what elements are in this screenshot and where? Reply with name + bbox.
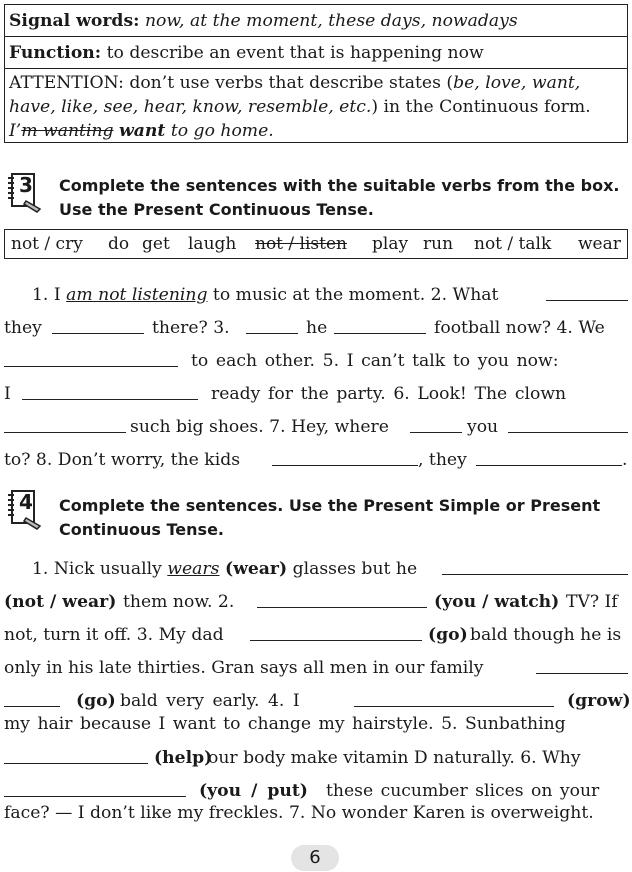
ex4-hint-2: (not / wear) [4, 592, 117, 612]
answer-blank[interactable] [246, 333, 298, 334]
ex4-line-6: my hair because I want to change my hairstyle. 5. Sunbathing [4, 714, 566, 734]
answer-blank[interactable] [536, 673, 628, 674]
ex3-line-6b: , they [418, 450, 467, 470]
ex4-line-4: only in his late thirties. Gran says all men in our family [4, 658, 484, 678]
ex4-line-1 [32, 557, 417, 581]
word-box-item: not / cry [11, 234, 83, 254]
answer-blank[interactable] [410, 432, 462, 433]
ex3-line-1 [32, 283, 498, 307]
word-box-item: laugh [188, 234, 237, 254]
attention-verbs-1: be, love, want, [453, 73, 581, 93]
exercise-4-title-1: Complete the sentences. Use the Present Simple or Present [59, 496, 601, 515]
ex4-hint-8: (you / put) [199, 781, 308, 801]
sample-answer: am not listening [66, 285, 208, 305]
word-box-item-struck: not / listen [255, 234, 347, 254]
answer-blank[interactable] [257, 607, 427, 608]
ex3-line-2b: there? 3. [152, 318, 230, 338]
answer-blank[interactable] [272, 465, 418, 466]
ex3-line-6c: . [622, 450, 628, 470]
page-number: 6 [291, 845, 339, 871]
ex4-hint-2b: (you / watch) [434, 592, 560, 612]
ex3-line-6a: to? 8. Don’t worry, the kids [4, 450, 241, 470]
word-box-item: wear [578, 234, 621, 254]
notebook-pencil-icon [4, 171, 44, 213]
example-post: to go home. [170, 121, 274, 141]
ex3-line-5a: such big shoes. 7. Hey, where [130, 417, 389, 437]
attention-text-1: ATTENTION: don’t use verbs that describe states ( [9, 73, 454, 93]
text: glasses but he [292, 559, 418, 579]
answer-blank[interactable] [334, 333, 426, 334]
ex4-line-5a: bald very early. 4. I [120, 691, 300, 711]
answer-blank[interactable] [546, 300, 628, 301]
ex4-line-3b: bald though he is [470, 625, 622, 645]
attention-row [5, 69, 627, 143]
text: 1. I [32, 285, 61, 305]
example-struck: m wanting [21, 121, 114, 141]
ex3-line-4a: I [4, 384, 11, 404]
signal-label: Signal words: [9, 11, 140, 31]
ex4-line-2b: TV? If [566, 592, 618, 612]
word-box-item: play [372, 234, 409, 254]
function-text: to describe an event that is happening now [106, 43, 484, 63]
ex4-hint-5b: (grow) [567, 691, 631, 711]
ex4-hint-7: (help) [154, 748, 213, 768]
rules-box [4, 4, 628, 143]
ex4-hint-5: (go) [76, 691, 116, 711]
answer-blank[interactable] [4, 706, 60, 707]
ex4-line-9: face? — I don’t like my freckles. 7. No wonder Karen is overweight. [4, 803, 594, 823]
ex4-line-7: our body make vitamin D naturally. 6. Why [208, 748, 581, 768]
example-bold: want [119, 121, 166, 141]
ex4-line-2a: them now. 2. [123, 592, 235, 612]
ex3-line-4b: ready for the party. 6. Look! The clown [211, 384, 567, 404]
function-label: Function: [9, 43, 102, 63]
word-box-item: do [108, 234, 130, 254]
signal-words-row [5, 5, 627, 37]
ex3-line-2a: they [4, 318, 42, 338]
example-pre: I’ [9, 121, 22, 141]
answer-blank[interactable] [22, 399, 198, 400]
ex3-line-2d: football now? 4. We [434, 318, 605, 338]
word-box-item: not / talk [474, 234, 552, 254]
attention-verbs-2: have, like, see, hear, know, resemble, etc. [9, 97, 372, 117]
text: 1. Nick usually [32, 559, 162, 579]
function-row [5, 37, 627, 69]
ex4-line-3a: not, turn it off. 3. My dad [4, 625, 224, 645]
sample-answer: wears [167, 559, 220, 579]
word-box [4, 229, 628, 259]
answer-blank[interactable] [4, 763, 148, 764]
word-box-item: run [423, 234, 454, 254]
ex3-line-5b: you [467, 417, 499, 437]
exercise-4-number: 4 [19, 490, 33, 514]
exercise-4-title-2: Continuous Tense. [59, 520, 224, 539]
ex4-hint-3: (go) [428, 625, 468, 645]
verb-hint: (wear) [224, 559, 288, 579]
answer-blank[interactable] [52, 333, 144, 334]
answer-blank[interactable] [508, 432, 628, 433]
answer-blank[interactable] [4, 366, 178, 367]
ex4-line-8: these cucumber slices on your [326, 781, 600, 801]
answer-blank[interactable] [442, 574, 628, 575]
ex3-line-2c: he [306, 318, 328, 338]
text: to music at the moment. 2. What [212, 285, 499, 305]
attention-text-2: ) in the Continuous form. [371, 97, 591, 117]
exercise-3-title-1: Complete the sentences with the suitable verbs from the box. [59, 176, 620, 195]
answer-blank[interactable] [250, 640, 422, 641]
ex3-line-3: to each other. 5. I can’t talk to you now: [191, 351, 559, 371]
answer-blank[interactable] [4, 796, 186, 797]
exercise-3-title-2: Use the Present Continuous Tense. [59, 200, 374, 219]
answer-blank[interactable] [476, 465, 622, 466]
notebook-pencil-icon [4, 488, 44, 530]
answer-blank[interactable] [4, 432, 126, 433]
word-box-item: get [142, 234, 170, 254]
answer-blank[interactable] [354, 706, 554, 707]
signal-words: now, at the moment, these days, nowadays [144, 11, 518, 31]
exercise-3-number: 3 [19, 173, 33, 197]
